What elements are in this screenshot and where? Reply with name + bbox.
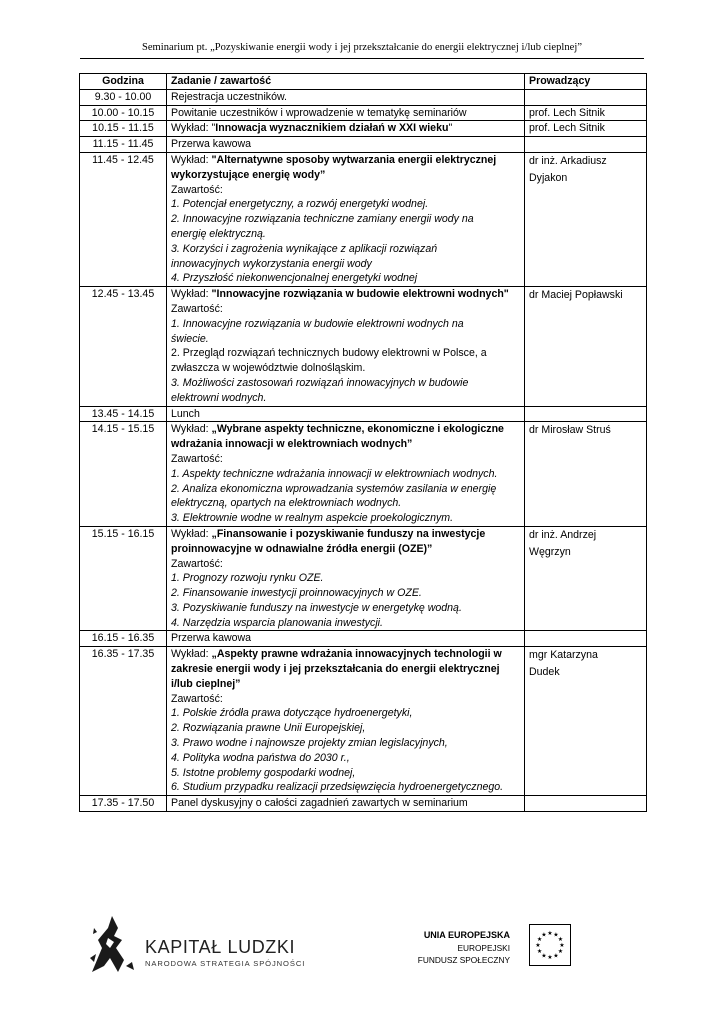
content-item: 1. Aspekty techniczne wdrażania innowacji w elektrowniach wodnych. xyxy=(171,467,498,480)
table-row xyxy=(80,152,647,286)
eu-subtitle-line2: FUNDUSZ SPOŁECZNY xyxy=(417,955,510,965)
content-item: zwłaszcza w województwie dolnośląskim. xyxy=(171,362,366,375)
row-time: 16.35 - 17.35 xyxy=(80,647,167,796)
row-lead xyxy=(525,796,647,812)
table-row xyxy=(80,287,647,406)
lecture-title: wdrażania innowacji w elektrowniach wodnych” xyxy=(171,438,413,451)
svg-text:★: ★ xyxy=(547,930,553,937)
table-row xyxy=(80,105,647,121)
svg-text:★: ★ xyxy=(535,942,541,949)
table-row xyxy=(80,422,647,527)
svg-text:★: ★ xyxy=(536,948,543,955)
lecture-prefix: Wykład: xyxy=(171,423,212,436)
lecture-title: „Wybrane aspekty techniczne, ekonomiczne i ekologiczne xyxy=(211,423,504,436)
lecture-prefix: Wykład: xyxy=(171,527,212,540)
content-item: 4. Narzędzia wsparcia planowania inwestycji. xyxy=(171,616,383,629)
row-time: 11.15 - 11.45 xyxy=(80,137,167,153)
row-lead: prof. Lech Sitnik xyxy=(525,105,647,121)
row-task xyxy=(167,526,525,631)
table-row xyxy=(80,137,647,153)
row-lead: prof. Lech Sitnik xyxy=(525,121,647,137)
row-time: 10.00 - 10.15 xyxy=(80,105,167,121)
kapital-ludzki-logo-icon xyxy=(88,914,136,974)
row-task: Rejestracja uczestników. xyxy=(167,89,525,105)
lecture-title: wykorzystujące energię wody” xyxy=(171,168,326,181)
row-time: 14.15 - 15.15 xyxy=(80,422,167,527)
row-time: 16.15 - 16.35 xyxy=(80,631,167,647)
content-item: 3. Możliwości zastosowań rozwiązań innowacyjnych w budowie xyxy=(171,376,469,389)
row-task: Lunch xyxy=(167,406,525,422)
schedule-table xyxy=(79,73,647,812)
row-task: Przerwa kawowa xyxy=(167,137,525,153)
svg-text:★: ★ xyxy=(557,948,564,955)
table-row xyxy=(80,647,647,796)
row-task xyxy=(167,422,525,527)
row-time: 15.15 - 16.15 xyxy=(80,526,167,631)
row-task xyxy=(167,287,525,406)
row-lead xyxy=(525,526,647,631)
row-lead xyxy=(525,631,647,647)
content-item: 3. Pozyskiwanie funduszy na inwestycje w energetykę wodną. xyxy=(171,601,462,614)
content-label: Zawartość: xyxy=(171,302,223,315)
task-prefix: Wykład: " xyxy=(171,122,216,135)
content-item: 6. Studium przypadku realizacji przedsięwzięcia hydroenergetycznego. xyxy=(171,781,504,794)
svg-text:★: ★ xyxy=(541,931,547,939)
lead-name: mgr Katarzyna xyxy=(529,649,598,662)
lecture-prefix: Wykład: xyxy=(171,153,212,166)
lecture-title: i/lub cieplnej” xyxy=(171,677,241,690)
table-row xyxy=(80,526,647,631)
svg-text:★: ★ xyxy=(553,931,559,939)
row-time: 10.15 - 11.15 xyxy=(80,121,167,137)
lecture-title: Innowacja wyznacznikiem działań w XXI wieku xyxy=(215,122,449,135)
content-item: 2. Analiza ekonomiczna wprowadzania systemów zasilania w energię xyxy=(171,482,497,495)
row-task xyxy=(167,121,525,137)
row-lead xyxy=(525,406,647,422)
row-time: 12.45 - 13.45 xyxy=(80,287,167,406)
kapital-ludzki-title: KAPITAŁ LUDZKI xyxy=(145,937,296,957)
row-time: 13.45 - 14.15 xyxy=(80,406,167,422)
content-item: 2. Innowacyjne rozwiązania techniczne zamiany energii wody na xyxy=(171,213,474,226)
content-item: 4. Polityka wodna państwa do 2030 r., xyxy=(171,751,350,764)
row-lead xyxy=(525,287,647,406)
lecture-title: proinnowacyjne w odnawialne źródła energii (OZE)” xyxy=(171,542,433,555)
content-item: 3. Prawo wodne i najnowsze projekty zmian legislacyjnych, xyxy=(171,737,448,750)
table-row xyxy=(80,121,647,137)
table-header-row xyxy=(80,74,647,90)
lecture-prefix: Wykład: xyxy=(171,648,212,661)
content-item: 5. Istotne problemy gospodarki wodnej, xyxy=(171,766,356,779)
content-label: Zawartość: xyxy=(171,557,223,570)
svg-text:★: ★ xyxy=(547,954,553,961)
header-task: Zadanie / zawartość xyxy=(167,74,525,90)
content-item: 4. Przyszłość niekonwencjonalnej energetyki wodnej xyxy=(171,272,418,285)
content-item: 3. Korzyści i zagrożenia wynikające z aplikacji rozwiązań xyxy=(171,242,438,255)
content-item: energię elektryczną. xyxy=(171,227,266,240)
content-item: 2. Przegląd rozwiązań technicznych budowy elektrowni w Polsce, a xyxy=(171,347,487,360)
lead-name: dr inż. Andrzej xyxy=(529,528,597,541)
content-item: 1. Innowacyjne rozwiązania w budowie elektrowni wodnych na xyxy=(171,317,464,330)
lecture-title: zakresie energii wody i jej przekształcania do energii elektrycznej xyxy=(171,663,500,676)
svg-text:★: ★ xyxy=(553,952,559,960)
eu-flag-icon xyxy=(529,924,571,966)
content-item: 2. Finansowanie inwestycji proinnowacyjnych w OZE. xyxy=(171,587,422,600)
row-time: 17.35 - 17.50 xyxy=(80,796,167,812)
header-rule xyxy=(80,58,644,59)
row-task: Powitanie uczestników i wprowadzenie w tematykę seminariów xyxy=(167,105,525,121)
task-suffix: " xyxy=(448,122,453,135)
eu-subtitle-line1: EUROPEJSKI xyxy=(457,943,510,953)
lecture-title: „Aspekty prawne wdrażania innowacyjnych technologii w xyxy=(211,648,502,661)
row-lead xyxy=(525,152,647,286)
table-row xyxy=(80,89,647,105)
kapital-ludzki-subtitle: NARODOWA STRATEGIA SPÓJNOŚCI xyxy=(145,959,306,968)
lecture-title: „Finansowanie i pozyskiwanie funduszy na inwestycje xyxy=(211,527,486,540)
row-task: Przerwa kawowa xyxy=(167,631,525,647)
row-lead xyxy=(525,422,647,527)
row-lead xyxy=(525,89,647,105)
lead-name: dr inż. Arkadiusz xyxy=(529,154,607,167)
table-row xyxy=(80,631,647,647)
content-item: 2. Rozwiązania prawne Unii Europejskiej, xyxy=(171,722,366,735)
row-lead xyxy=(525,137,647,153)
eu-title: UNIA EUROPEJSKA xyxy=(423,930,510,940)
content-item: 3. Elektrownie wodne w realnym aspekcie proekologicznym. xyxy=(171,512,454,525)
content-label: Zawartość: xyxy=(171,183,223,196)
content-item: świecie. xyxy=(171,332,209,345)
lead-name: Węgrzyn xyxy=(529,545,571,558)
header-time: Godzina xyxy=(80,74,167,90)
header-lead: Prowadzący xyxy=(525,74,647,90)
svg-text:★: ★ xyxy=(557,936,564,943)
content-item: elektrowni wodnych. xyxy=(171,391,267,404)
lecture-title: "Innowacyjne rozwiązania w budowie elektrowni wodnych" xyxy=(211,288,509,301)
content-item: elektryczną, opartych na elektrowniach wodnych. xyxy=(171,497,402,510)
table-row xyxy=(80,796,647,812)
lead-name: Dyjakon xyxy=(529,171,568,184)
content-item: 1. Prognozy rozwoju rynku OZE. xyxy=(171,572,324,585)
row-task: Panel dyskusyjny o całości zagadnień zawartych w seminarium xyxy=(167,796,525,812)
table-row xyxy=(80,406,647,422)
lead-name: Dudek xyxy=(529,666,560,679)
svg-text:★: ★ xyxy=(536,936,543,943)
row-time: 9.30 - 10.00 xyxy=(80,89,167,105)
page-header-title: Seminarium pt. „Pozyskiwanie energii wody i jej przekształcanie do energii elektrycznej i/lub cieplnej” xyxy=(141,42,583,53)
content-item: 1. Polskie źródła prawa dotyczące hydroenergetyki, xyxy=(171,707,413,720)
footer-logos xyxy=(88,914,628,974)
row-lead xyxy=(525,647,647,796)
content-label: Zawartość: xyxy=(171,452,223,465)
content-label: Zawartość: xyxy=(171,692,223,705)
eu-logo xyxy=(417,924,596,972)
row-task xyxy=(167,152,525,286)
content-item: 1. Potencjał energetyczny, a rozwój energetyki wodnej. xyxy=(171,198,429,211)
lecture-title: "Alternatywne sposoby wytwarzania energii elektrycznej xyxy=(211,153,497,166)
svg-text:★: ★ xyxy=(559,942,565,949)
lecture-prefix: Wykład: xyxy=(171,288,212,301)
lead-name: dr Mirosław Struś xyxy=(529,424,611,437)
lead-name: dr Maciej Popławski xyxy=(529,289,623,302)
row-time: 11.45 - 12.45 xyxy=(80,152,167,286)
content-item: innowacyjnych wykorzystania energii wody xyxy=(171,257,372,270)
svg-text:★: ★ xyxy=(541,952,547,960)
row-task xyxy=(167,647,525,796)
